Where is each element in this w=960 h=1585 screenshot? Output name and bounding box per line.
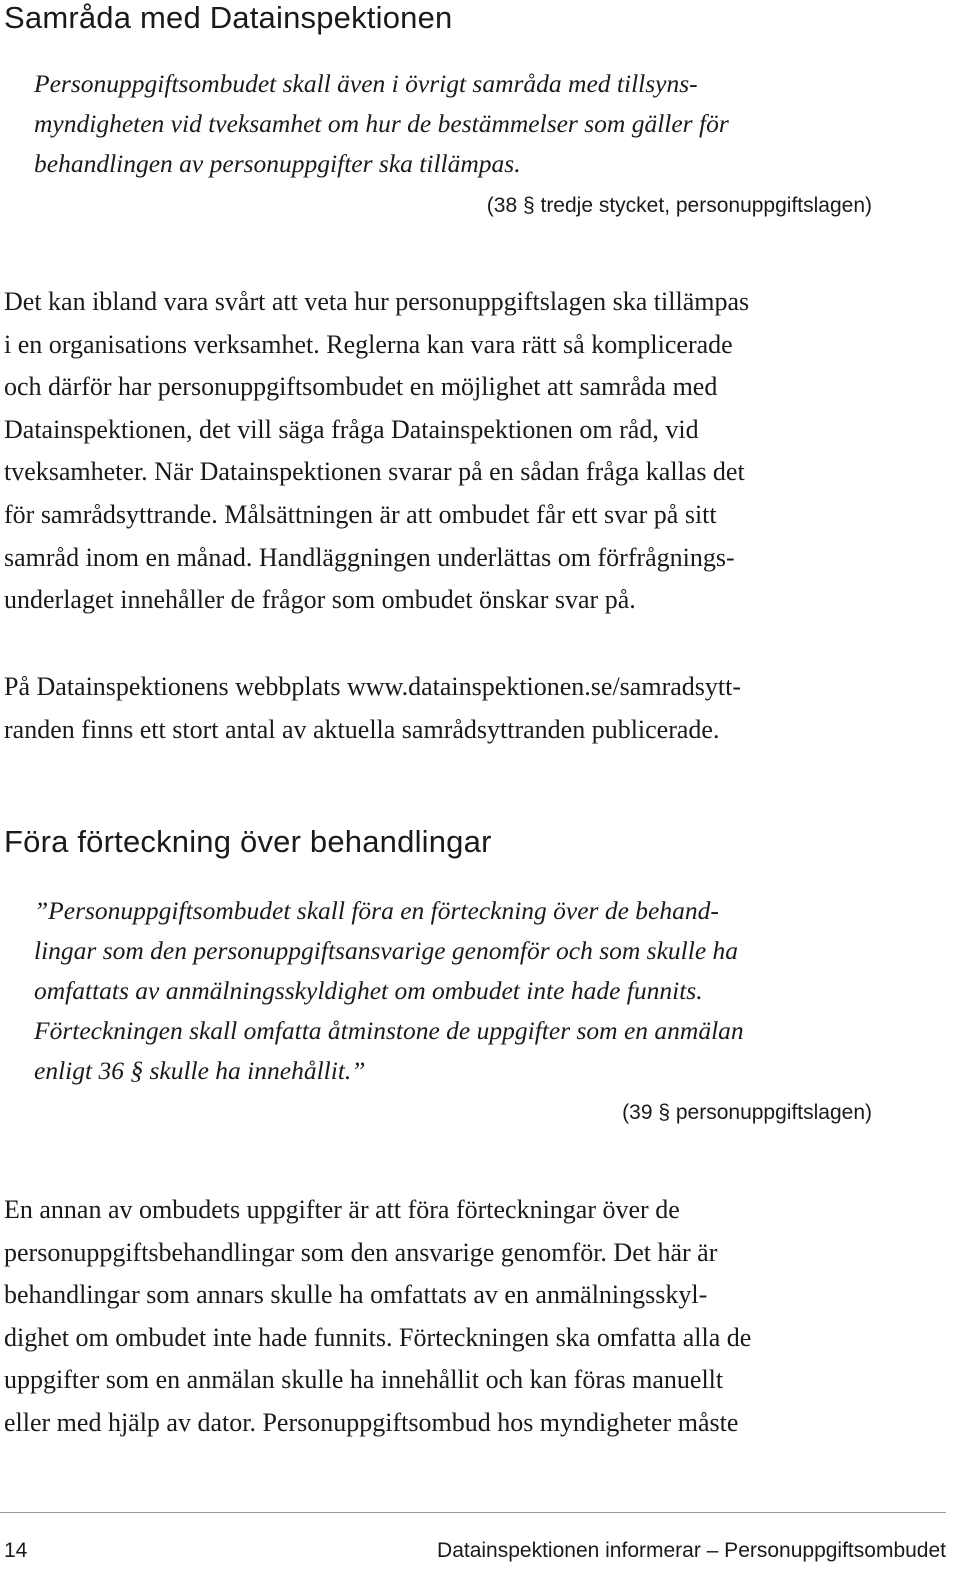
paragraph-line: för samrådsyttrande. Målsättningen är att ombudet får ett svar på sitt — [4, 499, 717, 529]
quote-line: ”Personuppgiftsombudet skall föra en förteckning över de behand- — [34, 896, 719, 925]
paragraph-line: i en organisations verksamhet. Reglerna kan vara rätt så komplicerade — [4, 329, 733, 359]
paragraph-line: samråd inom en månad. Handläggningen underlättas om förfrågnings- — [4, 542, 735, 572]
paragraph-samrada-1 — [4, 281, 944, 622]
footer-divider — [0, 1512, 946, 1513]
paragraph-line: och därför har personuppgiftsombudet en möjlighet att samråda med — [4, 372, 718, 402]
paragraph-line: Datainspektionen, det vill säga fråga Datainspektionen om råd, vid — [4, 414, 699, 444]
paragraph-line: eller med hjälp av dator. Personuppgiftsombud hos myndigheter måste — [4, 1407, 739, 1437]
paragraph-line: randen finns ett stort antal av aktuella samrådsyttranden publicerade. — [4, 714, 720, 744]
paragraph-line: uppgifter som en anmälan skulle ha innehållit och kan föras manuellt — [4, 1365, 724, 1395]
quote-line: omfattats av anmälningsskyldighet om ombudet inte hade funnits. — [34, 976, 703, 1005]
paragraph-line: Det kan ibland vara svårt att veta hur personuppgiftslagen ska tillämpas — [4, 287, 750, 316]
page-number: 14 — [4, 1539, 28, 1562]
section-heading-forteckning: Föra förteckning över behandlingar — [4, 824, 492, 859]
section-heading-samrada: Samråda med Datainspektionen — [4, 0, 453, 35]
quote-line: Personuppgiftsombudet skall även i övrigt samråda med tillsyns- — [34, 69, 698, 98]
law-quote-forteckning — [34, 891, 914, 1091]
paragraph-line: behandlingar som annars skulle ha omfattats av en anmälningsskyl- — [4, 1280, 708, 1310]
law-citation-samrada: (38 § tredje stycket, personuppgiftslagen) — [486, 194, 872, 217]
quote-line: behandlingen av personuppgifter ska tillämpas. — [34, 149, 521, 178]
quote-line: myndigheten vid tveksamhet om hur de bestämmelser som gäller för — [34, 109, 729, 138]
paragraph-line: På Datainspektionens webbplats www.datainspektionen.se/samradsytt- — [4, 672, 741, 701]
paragraph-samrada-2 — [4, 666, 944, 751]
paragraph-line: dighet om ombudet inte hade funnits. Förteckningen ska omfatta alla de — [4, 1322, 752, 1352]
paragraph-line: tveksamheter. När Datainspektionen svarar på en sådan fråga kallas det — [4, 457, 745, 487]
paragraph-line: personuppgiftsbehandlingar som den ansvarige genomför. Det här är — [4, 1237, 718, 1267]
quote-line: lingar som den personuppgiftsansvarige genomför och som skulle ha — [34, 936, 739, 965]
paragraph-forteckning-1 — [4, 1189, 944, 1445]
quote-line: Förteckningen skall omfatta åtminstone de uppgifter som en anmälan — [34, 1016, 744, 1045]
paragraph-line: underlaget innehåller de frågor som ombudet önskar svar på. — [4, 585, 636, 615]
paragraph-line: En annan av ombudets uppgifter är att föra förteckningar över de — [4, 1195, 680, 1224]
quote-line: enligt 36 § skulle ha innehållit.” — [34, 1056, 366, 1085]
law-citation-forteckning: (39 § personuppgiftslagen) — [622, 1101, 872, 1124]
law-quote-samrada — [34, 64, 914, 184]
footer-running-title: Datainspektionen informerar – Personuppgiftsombudet — [437, 1539, 946, 1562]
